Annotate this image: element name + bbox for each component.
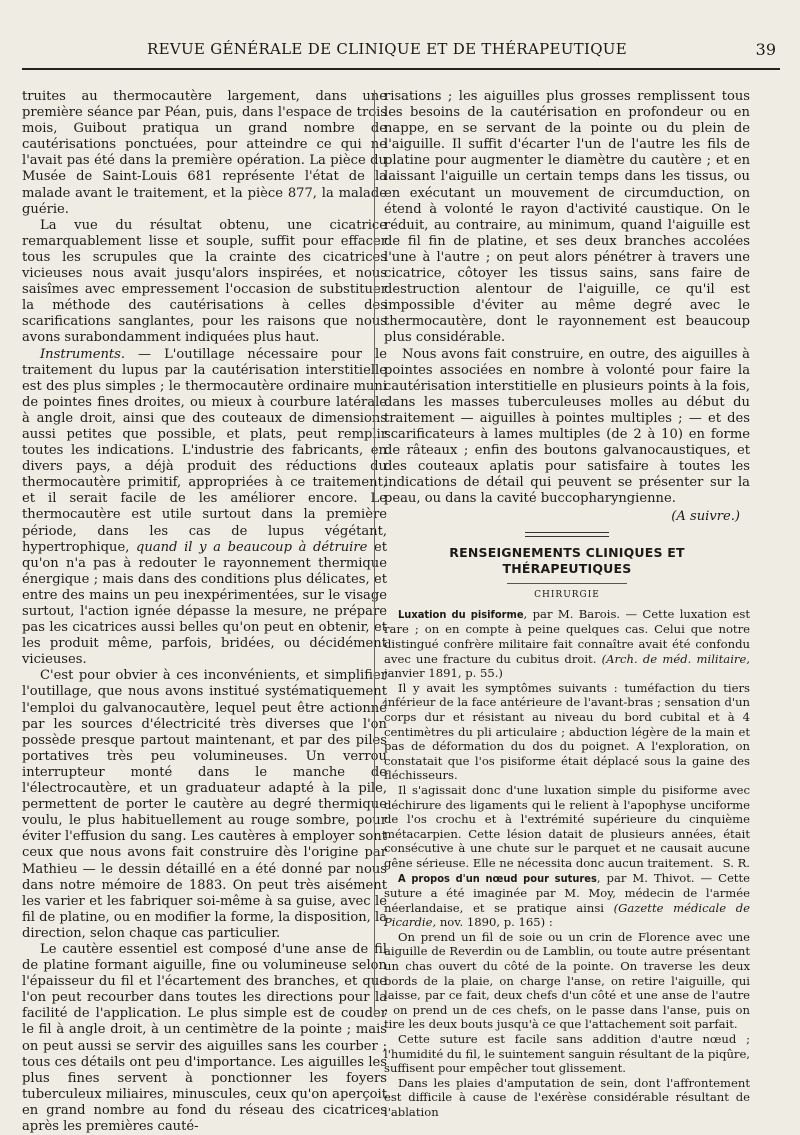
article-author: , par M. Barois. [523, 606, 621, 621]
paragraph-with-signature [384, 783, 750, 871]
header-rule [22, 68, 780, 70]
running-head [22, 38, 780, 64]
text-run: — Cette luxation est rare ; on en compte à peine quelques cas. Celui que notre distingué confrère militaire fait connaître avait été confondu avec une fracture du cubitus droit. [384, 606, 750, 666]
text-run: Il s'agissait donc d'une luxation simple du pisiforme avec déchirure des ligaments qui le relient à l'apophyse unciforme de l'os crochu et à l'extrémité supérieure du cinquième métacarpien. Cette lésion datait de plusieurs années, était consécutive à une chute sur le parquet et ne causait aucune gêne sérieuse. Elle ne nécessita donc aucun traitement. [384, 782, 750, 870]
paragraph: Nous avons fait construire, en outre, des aiguilles à pointes associées en nombre à volonté pour faire la cautérisation interstitielle en plusieurs points à la fois, dans les masses tuberculeuses molles au début du traitement — aiguilles à pointes multiples ; — et des scarificateurs à lames multiples (de 2 à 10) en forme de râteaux ; enfin des boutons galvanocaustiques, et des couteaux aplatis pour satisfaire à toutes les indications de détail qui peuvent se présenter sur la peau, ou dans la cavité buccopharyngienne. [384, 346, 750, 507]
paragraph-instruments [22, 347, 387, 669]
page-number: 39 [755, 40, 776, 59]
section-title: RENSEIGNEMENTS CLINIQUES ET THÉRAPEUTIQUES [449, 544, 685, 576]
subheading-instruments: Instruments. [40, 346, 126, 362]
section-rule [525, 532, 609, 537]
paragraph: Le cautère essentiel est composé d'une anse de fil de platine formant aiguille, fine ou volumineuse selon l'épaisseur du fil et l'écartement des branches, et que l'on peut recourber dans toutes les directions pour la facilité de l'application. Le plus simple est de couder le fil à angle droit, à un centimètre de la pointe ; mais on peut aussi se servir des aiguilles sans les courber ; tous ces détails ont peu d'importance. Les aiguilles les plus fines servent à ponctionner les foyers tuberculeux miliaires, minuscules, ceux qu'on aperçoit en grand nombre au fond du réseau des cicatrices après les premières cauté- [22, 941, 387, 1134]
paragraph: truites au thermocautère largement, dans une première séance par Péan, puis, dans l'espace de trois mois, Guibout pratiqua un grand nombre de cautérisations ponctuées, pour atteindre ce qui ne l'avait pas été dans la première opération. La pièce du Musée de Saint-Louis 681 représente l'état de la malade avant le traitement, et la pièce 877, la malade guérie. [22, 89, 387, 217]
text-run: et qu'on n'a pas à redouter le rayonnement thermique énergique ; mais dans des conditions plus délicates, et entre des mains un peu inexpérimentées, sur le visage surtout, l'action ignée dépasse la mesure, ne prépare pas les cicatrices aussi belles qu'on peut en obtenir, et les produit même, parfois, bridées, ou décidément vicieuses. [22, 539, 387, 668]
paragraph: Cette suture est facile sans addition d'autre nœud ; l'humidité du fil, le suintement sanguin résultant de la piqûre, suffisent pour empêcher tout glissement. [384, 1032, 750, 1076]
citation-date: janvier 1891, p. 55.) [384, 666, 503, 681]
column-divider [374, 90, 375, 1015]
paragraph: C'est pour obvier à ces inconvénients, et simplifier l'outillage, que nous avons institué systématiquement l'emploi du galvanocautère, lequel peut être actionné par les sources d'électricité très diverses que l'on possède presque partout maintenant, et par des piles portatives très peu volumineuses. Un verrou interrupteur monté dans le manche de l'électrocautère, et un graduateur adapté à la pile, permettent de porter le cautère au degré thermique voulu, le plus habituellement au rouge sombre, pour éviter l'effusion du sang. Les cautères à employer sont ceux que nous avons fait construire dès l'origine par Mathieu — le dessin détaillé en a été donné par nous dans notre mémoire de 1883. On peut très aisément les varier et les fabriquer soi-même à sa guise, avec le fil de platine, ou en modifier la forme, la disposition, la direction, selon chaque cas particulier. [22, 668, 387, 941]
to-be-continued: (A suivre.) [671, 509, 740, 525]
paragraph: Dans les plaies d'amputation de sein, dont l'affrontement est difficile à cause de l'exérèse considérable résultant de l'ablation [384, 1075, 750, 1119]
paragraph: La vue du résultat obtenu, une cicatrice remarquablement lisse et souple, suffit pour effacer tous les scrupules que la crainte des cicatrices vicieuses nous avait jusqu'alors inspirées, et nous saisîmes avec empressement l'occasion de substituer la méthode des cautérisations à celles des scarifications sanglantes, pour les raisons que nous avons surabondamment indiquées plus haut. [22, 217, 387, 346]
text-run: — Cette suture a été imaginée par M. Moy, médecin de l'armée néerlandaise, et se pratique ainsi [384, 870, 750, 915]
paragraph: risations ; les aiguilles plus grosses remplissent tous les besoins de la cautérisation en profondeur ou en nappe, en se servant de la pointe ou du plein de l'aiguille. Il suffit d'écarter l'un de l'autre les fils de platine pour augmenter le diamètre du cautère ; et en laissant l'aiguille un certain temps dans les tissus, ou en exécutant un mouvement de circumduction, on étend à volonté le rayon d'activité caustique. On le réduit, au contraire, au minimum, quand l'aiguille est de fil fin de platine, et ses deux branches accolées l'une à l'autre ; on peut alors pénétrer à travers une cicatrice, côtoyer les tissus sains, sans faire de destruction alentour de l'aiguille, ce qu'il est impossible d'éviter au même degré avec le thermocautère, dont le rayonnement est beaucoup plus considérable. [384, 89, 750, 346]
citation: (Gazette médicale de Picardie, [384, 900, 750, 930]
article-suture [384, 871, 750, 930]
rubric-rule [507, 583, 627, 584]
author-initials: S. R. [722, 855, 750, 870]
paragraph: On prend un fil de soie ou un crin de Florence avec une aiguille de Reverdin ou de Lamblin, ou toute autre présentant un chas ouvert du côté de la pointe. On traverse les deux bords de la plaie, on charge l'anse, on retire l'aiguille, qui laisse, par ce fait, deux chefs d'un côté et une anse de l'autre ; on prend un de ces chefs, on le passe dans l'anse, puis on tire les deux bouts jusqu'à ce que l'attachement soit parfait. [384, 929, 750, 1032]
article-title: Luxation du pisiforme [398, 607, 524, 621]
citation-date: nov. 1890, p. 165) : [436, 915, 553, 930]
text-run: — L'outillage nécessaire pour le traitement du lupus par la cautérisation interstitielle est des plus simples ; le thermocautère ordinaire muni de pointes fines droites, ou mieux à courbure latérale à angle droit, ainsi que des couteaux de dimensions aussi petites que possible, et plats, peut remplir toutes les indications. L'industrie des fabricants, en divers pays, a déjà produit des réductions du thermocautère primitif, appropriées à ce traitement, et il serait facile de les améliorer encore. Le thermocautère est utile surtout dans la première période, dans les cas de lupus végétant, hypertrophique, [22, 346, 387, 555]
left-column [22, 89, 387, 1135]
running-title: REVUE GÉNÉRALE DE CLINIQUE ET DE THÉRAPEUTIQUE [147, 40, 627, 58]
rubric-label: CHIRURGIE [534, 589, 600, 600]
right-column [384, 89, 750, 1120]
article-pisiforme [384, 607, 750, 681]
article-title: A propos d'un nœud pour sutures [398, 871, 597, 885]
clinical-notes [384, 607, 750, 1120]
article-author: , par M. Thivot. [596, 870, 695, 885]
citation: (Arch. de méd. militaire, [601, 651, 750, 666]
paragraph: Il y avait les symptômes suivants : tuméfaction du tiers inférieur de la face antérieure de l'avant-bras ; sensation d'un corps dur et résistant au niveau du bord cubital et à 4 centimètres du pli articulaire ; abduction légère de la main et pas de déformation du dos du poignet. A l'exploration, on constatait que l'os pisiforme était déplacé sous la gaine des fléchisseurs. [384, 680, 750, 783]
italic-phrase: quand il y a beaucoup à détruire [136, 539, 368, 555]
